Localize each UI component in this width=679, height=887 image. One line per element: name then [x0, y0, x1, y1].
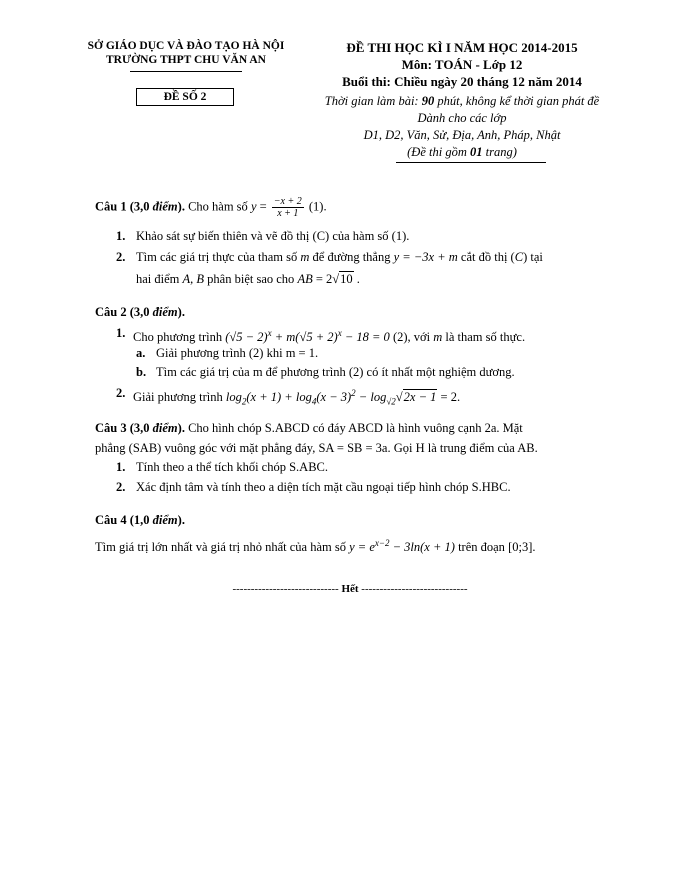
header-underline [396, 162, 546, 163]
exam-code-box: ĐỀ SỐ 2 [136, 88, 234, 106]
q4-interval: [0;3] [508, 540, 533, 555]
q4-title: Câu 4 (1,0 điểm). [95, 513, 185, 527]
q1-eq: = [256, 199, 270, 214]
q3-line2: phẳng (SAB) vuông góc với mặt phẳng đáy, SA = SB = 3a. Gọi H là trung điểm của AB. [95, 441, 538, 455]
class-list: D1, D2, Văn, Sử, Địa, Anh, Pháp, Nhật [363, 128, 561, 142]
q3-line1: Câu 3 (3,0 điểm). Cho hình chóp S.ABCD có đáy ABCD là hình vuông cạnh 2a. Mặt [95, 421, 523, 435]
duration-label: Thời gian làm bài: [324, 94, 422, 108]
department-name: SỞ GIÁO DỤC VÀ ĐÀO TẠO HÀ NỘI [87, 40, 285, 52]
q2-title: Câu 2 (3,0 điểm). [95, 305, 185, 319]
exam-duration [300, 94, 624, 109]
q1-y: y [250, 199, 257, 214]
q1-denominator: x + 1 [277, 208, 299, 219]
duration-value: 90 [421, 94, 435, 108]
q3-part2: Xác định tâm và tính theo a diện tích mặt cầu ngoại tiếp hình chóp S.HBC. [136, 480, 511, 494]
q1-part2-line2: hai điểm A, B phân biệt sao cho AB = 2√10 . [136, 272, 360, 286]
q4-text: Tìm giá trị lớn nhất và giá trị nhỏ nhất của hàm số $y = e^{x-2} - 3\ln(x + 1)$ trên đoạn [0;3]. [95, 538, 536, 555]
q2-part2: Giải phương trình $\log_2(x + 1) + \log_4(x - 3)^2 - \log_{√2}√2x - 1 = 2$. [133, 388, 461, 407]
pages-post: trang) [482, 145, 517, 159]
q1-numerator: −x + 2 [273, 196, 302, 207]
q1-line-equation: y = −3x + m [393, 250, 458, 264]
school-underline [130, 71, 242, 72]
pages-num: 01 [469, 145, 483, 159]
q1-fraction [272, 196, 304, 219]
q1-title: Câu 1 (3,0 điểm). [95, 199, 185, 214]
q2-a: Giải phương trình (2) khi m = 1. [156, 346, 319, 360]
q1-intro: Cho hàm số [184, 199, 251, 214]
q2-b: Tìm các giá trị của m để phương trình (2) có ít nhất một nghiệm dương. [156, 365, 515, 379]
q2-a-number: a. [136, 346, 146, 360]
q1-heading [95, 196, 615, 219]
q1-root: 10 [340, 272, 353, 286]
q3-part1: Tính theo a thể tích khối chóp S.ABC. [136, 460, 328, 474]
q1-label: (1). [305, 199, 327, 214]
q2-part2-number: 2. [116, 386, 126, 400]
exam-session: Buổi thi: Chiều ngày 20 tháng 12 năm 2014 [342, 74, 582, 89]
q2-b-number: b. [136, 365, 147, 379]
q1-part2-number: 2. [116, 250, 126, 264]
exam-title: ĐỀ THI HỌC KÌ I NĂM HỌC 2014-2015 [346, 40, 578, 55]
exam-subject: Môn: TOÁN - Lớp 12 [401, 57, 523, 72]
q2-part1-number: 1. [116, 326, 126, 340]
school-name: TRƯỜNG THPT CHU VĂN AN [106, 54, 266, 66]
q2-part1: Cho phương trình $(√5 - 2)^x + m(√5 + 2)^x - 18 = 0$ (2), với m là tham số thực. [133, 328, 526, 345]
for-classes: Dành cho các lớp [417, 111, 507, 125]
q3-part2-number: 2. [116, 480, 126, 494]
duration-rest: phút, không kể thời gian phát đề [434, 94, 600, 108]
q2-log-equation: $\log_2(x + 1) + \log_4(x - 3)^2 - \log_{√2}√2x - 1$ [225, 388, 437, 407]
page-count [300, 145, 624, 160]
q3-part1-number: 1. [116, 460, 126, 474]
q1-part2-line1: Tìm các giá trị thực của tham số m để đường thẳng y = −3x + m cắt đồ thị (C) tại [136, 250, 543, 264]
q2-equation: $(√5 - 2)^x + m(√5 + 2)^x - 18 = 0$ [225, 328, 390, 345]
q1-part1: Khảo sát sự biến thiên và vẽ đồ thị (C) của hàm số (1). [136, 229, 410, 243]
pages-pre: (Đề thi gồm [407, 145, 470, 159]
end-marker: ----------------------------- Hết ----------------------------- [232, 583, 468, 595]
q1-part1-number: 1. [116, 229, 126, 243]
q4-function: $y = e^{x-2} - 3\ln(x + 1)$ [349, 538, 455, 555]
